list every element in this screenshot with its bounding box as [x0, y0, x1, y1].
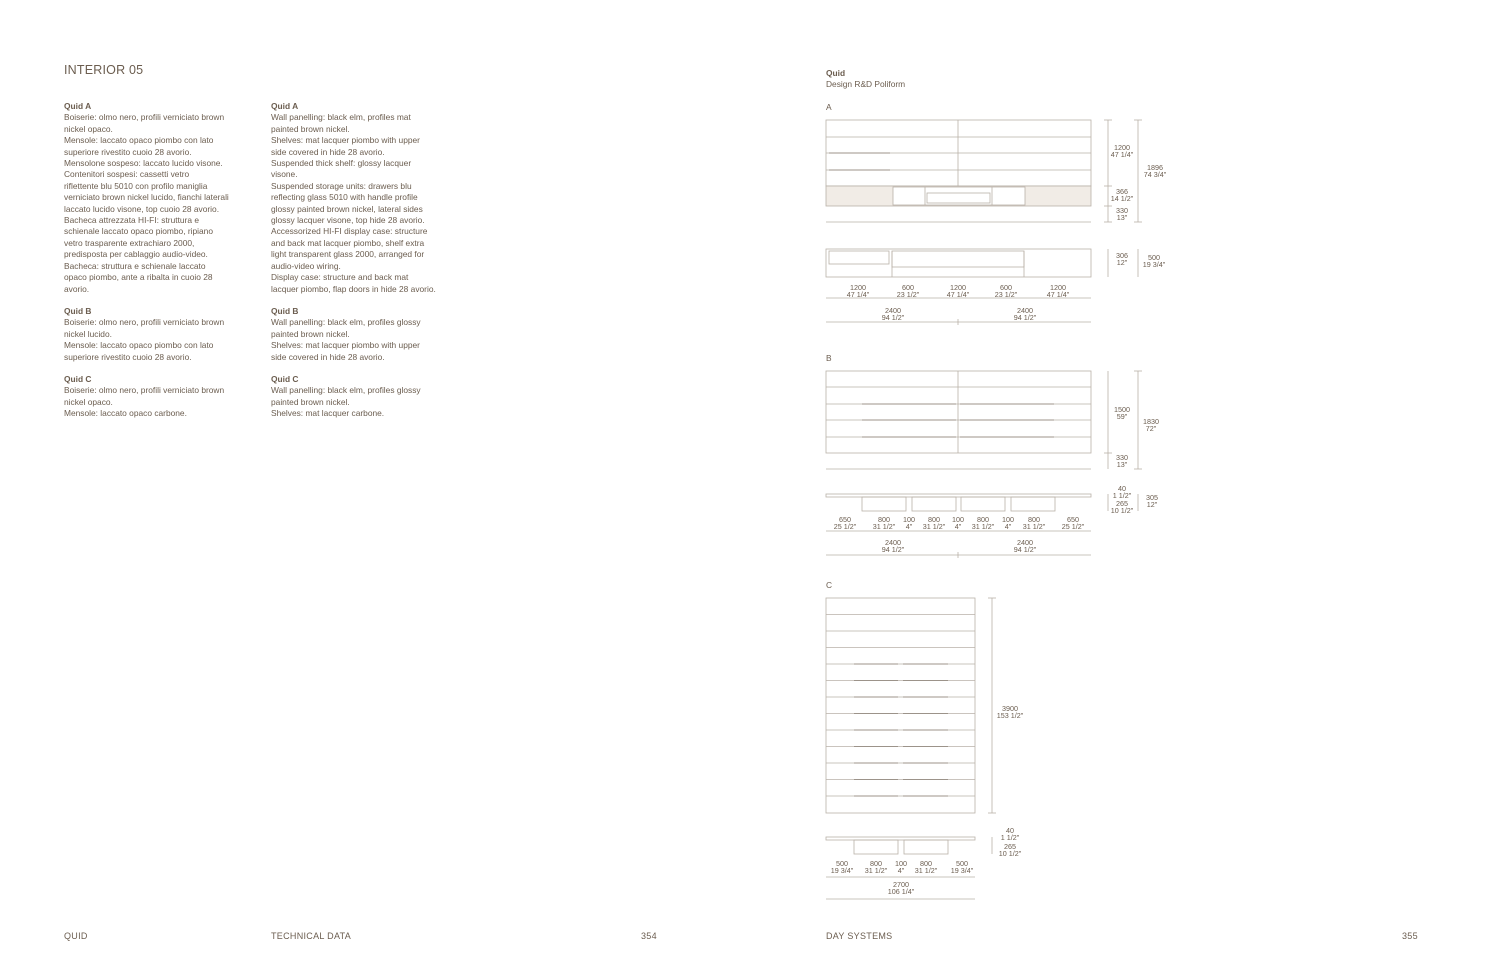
dimension-label: 2400 94 1/2" [1013, 538, 1037, 554]
footer-section-right: DAY SYSTEMS [826, 931, 893, 941]
dimension-label: 1896 74 3/4" [1143, 163, 1167, 179]
italian_column-text-line: laccato lucido visone, top cuoio 28 avorio. [64, 203, 220, 214]
english_column-text-line: audio-video wiring. [271, 260, 341, 271]
dimension-label: 2700 106 1/4" [887, 880, 915, 896]
english_column-text-line: Wall panelling: black elm, profiles mat [271, 112, 411, 123]
dimension-label: 800 31 1/2" [971, 515, 995, 531]
english_column-heading: Quid C [271, 373, 299, 384]
dimension-label: 1500 59" [1114, 405, 1130, 421]
dimension-label: 330 13" [1116, 206, 1128, 222]
dimension-label: 1830 72" [1143, 417, 1159, 433]
english_column-text-line: Accessorized HI-FI display case: structure [271, 226, 428, 237]
dimension-label: 40 1 1/2" [1112, 484, 1132, 500]
italian_column-text-line: riflettente blu 5010 con profilo maniglia [64, 180, 208, 191]
product-name: Quid [826, 68, 846, 78]
dimension-label: 265 10 1/2" [1110, 499, 1134, 515]
dimension-label: 650 25 1/2" [833, 515, 857, 531]
dimension-label: 800 31 1/2" [914, 859, 938, 875]
italian_column-text-line: nickel opaco. [64, 123, 113, 134]
english_column-text-line: Shelves: mat lacquer carbone. [271, 408, 385, 419]
english_column-text-line: glossy painted brown nickel, lateral sides [271, 203, 423, 214]
dimension-label: 265 10 1/2" [998, 842, 1022, 858]
english_column-text-line: lacquer piombo, flap doors in hide 28 avorio. [271, 283, 436, 294]
dimension-label: 330 13" [1116, 453, 1128, 469]
english_column-text-line: reflecting glass 5010 with handle profile [271, 192, 418, 203]
dimension-label: 800 31 1/2" [1022, 515, 1046, 531]
drawing-a-front-elevation [826, 120, 1091, 222]
english_column-text-line: Shelves: mat lacquer piombo with upper [271, 340, 420, 351]
dimension-label: 100 4" [903, 515, 915, 531]
italian_column-text-line: Bacheca: struttura e schienale laccato [64, 260, 206, 271]
italian_column-text-line: schienale laccato opaco piombo, ripiano [64, 226, 213, 237]
dimension-label: 100 4" [1002, 515, 1014, 531]
italian_column-heading: Quid A [64, 101, 92, 111]
dimension-label: 800 31 1/2" [872, 515, 896, 531]
footer-section-left: TECHNICAL DATA [271, 931, 352, 941]
dimension-label: 650 25 1/2" [1061, 515, 1085, 531]
english_column-text-line: Wall panelling: black elm, profiles glossy [271, 385, 421, 396]
italian_column-heading: Quid C [64, 373, 92, 384]
italian_column-text-line: nickel opaco. [64, 396, 113, 407]
drawing-c-plan [826, 837, 975, 854]
section-label-b: B [826, 353, 832, 363]
english_column-text-line: Wall panelling: black elm, profiles glossy [271, 317, 421, 328]
english_column-text-line: Display case: structure and back mat [271, 272, 409, 283]
italian_column-text-line: vetro trasparente extrachiaro 2000, [64, 237, 195, 248]
dimension-label: 1200 47 1/4" [846, 283, 870, 299]
dimension-label: 100 4" [895, 859, 907, 875]
dimension-label: 40 1 1/2" [1000, 826, 1020, 842]
italian_column-text-line: Mensole: laccato opaco carbone. [64, 408, 187, 419]
italian_column-text-line: Mensolone sospeso: laccato lucido visone. [64, 158, 223, 169]
english_column-text-line: visone. [271, 169, 298, 180]
section-label-c: C [826, 580, 833, 590]
dimension-label: 500 19 3/4" [950, 859, 974, 875]
english_column-text-line: Suspended storage units: drawers blu [271, 180, 412, 191]
section-label-a: A [826, 102, 832, 112]
page-number-left: 354 [641, 931, 657, 941]
italian_column-text-line: Bacheca attrezzata HI-FI: struttura e [64, 215, 199, 226]
drawing-c-front-elevation [826, 598, 975, 813]
italian_column-text-line: superiore rivestito cuoio 28 avorio. [64, 351, 192, 362]
english_column-text-line: painted brown nickel. [271, 396, 350, 407]
english_column-text-line: light transparent glass 2000, arranged for [271, 249, 425, 260]
dimension-label: 2400 94 1/2" [1013, 306, 1037, 322]
drawing-b-front-elevation [826, 371, 1091, 469]
drawing-b-plan [826, 494, 1091, 511]
english_column-text-line: glossy lacquer visone, top hide 28 avorio. [271, 215, 425, 226]
italian_column-text-line: Boiserie: olmo nero, profili verniciato brown [64, 112, 225, 123]
product-designer: Design R&D Poliform [826, 79, 906, 89]
italian_column-text-line: Boiserie: olmo nero, profili verniciato brown [64, 317, 225, 328]
dimension-label: 800 31 1/2" [864, 859, 888, 875]
english_column-text-line: painted brown nickel. [271, 328, 350, 339]
italian_column-text-line: avorio. [64, 283, 90, 294]
italian_column-text-line: Mensole: laccato opaco piombo con lato [64, 340, 214, 351]
dimension-label: 800 31 1/2" [922, 515, 946, 531]
dimension-label: 2400 94 1/2" [881, 538, 905, 554]
italian_column-text-line: nickel lucido. [64, 328, 112, 339]
italian_column-text-line: Mensole: laccato opaco piombo con lato [64, 135, 214, 146]
english_column-text-line: and back mat lacquer piombo, shelf extra [271, 237, 425, 248]
english_column-text-line: Shelves: mat lacquer piombo with upper [271, 135, 420, 146]
english_column-heading: Quid A [271, 101, 299, 111]
english_column-text-line: side covered in hide 28 avorio. [271, 146, 385, 157]
italian_column-heading: Quid B [64, 305, 92, 316]
drawing-a-plan [826, 249, 1091, 277]
dimension-label: 3900 153 1/2" [996, 704, 1024, 720]
italian_column-text-line: verniciato brown nickel lucido, fianchi laterali [64, 192, 229, 203]
italian_column-text-line: Contenitori sospesi: cassetti vetro [64, 169, 190, 180]
dimension-label: 100 4" [952, 515, 964, 531]
dimension-label: 600 23 1/2" [994, 283, 1018, 299]
english_column-heading: Quid B [271, 305, 299, 316]
italian_column-text-line: predisposta per cablaggio audio-video. [64, 249, 208, 260]
italian_column-text-line: Boiserie: olmo nero, profili verniciato brown [64, 385, 225, 396]
dimension-label: 600 23 1/2" [896, 283, 920, 299]
dimension-label: 306 12" [1116, 251, 1128, 267]
dimension-label: 1200 47 1/4" [1110, 143, 1134, 159]
dimension-label: 1200 47 1/4" [946, 283, 970, 299]
page-number-right: 355 [1402, 931, 1418, 941]
dimension-label: 305 12" [1146, 493, 1158, 509]
dimension-label: 366 14 1/2" [1110, 187, 1134, 203]
dimension-label: 1200 47 1/4" [1046, 283, 1070, 299]
dimension-label: 500 19 3/4" [1142, 253, 1166, 269]
italian_column-text-line: opaco piombo, ante a ribalta in cuoio 28 [64, 272, 213, 283]
dimension-label: 500 19 3/4" [830, 859, 854, 875]
dimension-label: 2400 94 1/2" [881, 306, 905, 322]
english_column-text-line: painted brown nickel. [271, 123, 350, 134]
english_column-text-line: Suspended thick shelf: glossy lacquer [271, 158, 412, 169]
page-title: INTERIOR 05 [64, 63, 144, 77]
footer-brand: QUID [64, 931, 88, 941]
italian_column-text-line: superiore rivestito cuoio 28 avorio. [64, 146, 192, 157]
english_column-text-line: side covered in hide 28 avorio. [271, 351, 385, 362]
